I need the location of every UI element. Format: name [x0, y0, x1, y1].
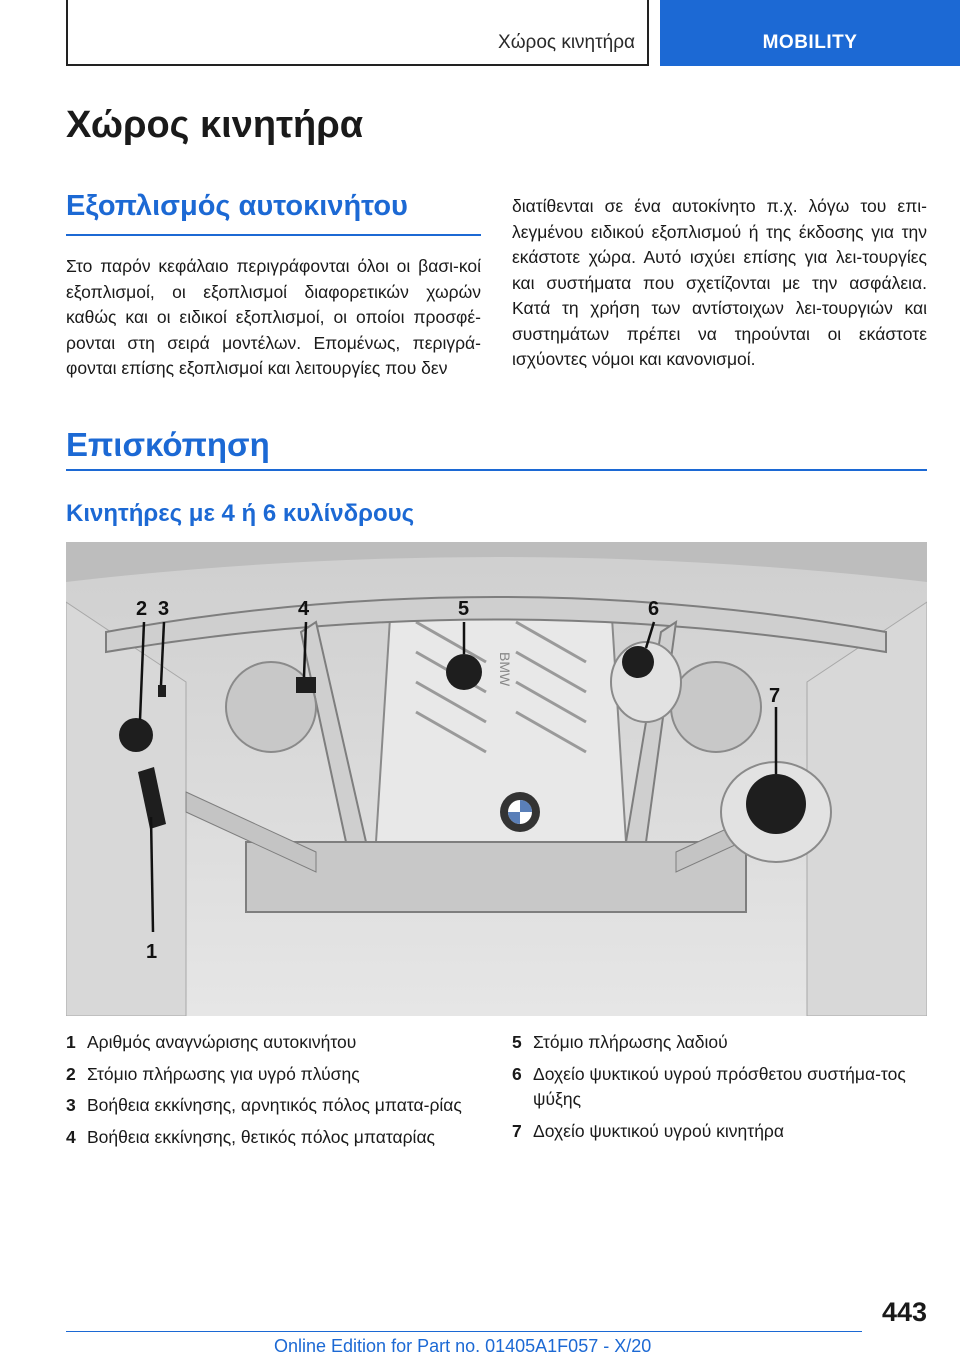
callout-7: 7 — [769, 685, 781, 707]
page-title: Χώρος κινητήρα — [66, 104, 364, 146]
page-number: 443 — [881, 1297, 927, 1327]
legend-item — [66, 1093, 481, 1119]
callout-4: 4 — [298, 598, 310, 620]
chapter-tab-label: MOBILITY — [762, 32, 858, 53]
legend-text: Στόμιο πλήρωσης λαδιού — [533, 1032, 728, 1052]
header-section-title: Χώρος κινητήρα — [498, 32, 635, 53]
legend-number: 2 — [66, 1063, 76, 1084]
footer-edition-text: Online Edition for Part no. 01405A1F057 - X/20 — [274, 1336, 652, 1356]
washer-fluid-cap — [119, 718, 153, 752]
callout-6: 6 — [648, 598, 660, 620]
legend-text: Βοήθεια εκκίνησης, αρνητικός πόλος μπατα-ρίας — [87, 1095, 462, 1115]
legend-text: Αριθμός αναγνώρισης αυτοκινήτου — [87, 1032, 357, 1052]
aux-coolant-cap — [622, 646, 654, 678]
positive-terminal — [296, 677, 316, 693]
legend-number: 5 — [512, 1032, 522, 1052]
legend-text: Βοήθεια εκκίνησης, θετικός πόλος μπαταρίας — [87, 1126, 435, 1147]
page-header — [0, 0, 960, 66]
chapter-tab[interactable] — [660, 0, 960, 66]
intro-paragraph-left: Στο παρόν κεφάλαιο περιγράφονται όλοι οι βασι-κοί εξοπλισμοί, οι εξοπλισμοί διαφορετικών χωρών καθώς και οι ειδικοί εξοπλισμοί, οι οποίοι προσφέ-ρονται στη σειρά μοντέλων. Επομένως, περιγρά-φονται επίσης εξοπλισμοί και λειτουργίες που δεν — [66, 256, 481, 378]
overview-heading: Επισκόπηση — [66, 426, 270, 463]
legend-number: 6 — [512, 1063, 522, 1084]
legend-text: Δοχείο ψυκτικού υγρού κινητήρα — [533, 1120, 784, 1141]
legend-number: 3 — [66, 1095, 76, 1115]
engine-coolant-cap — [746, 774, 806, 834]
header-section-box — [66, 0, 649, 66]
legend-item — [512, 1062, 927, 1113]
equipment-heading-rule — [66, 234, 481, 236]
legend-item — [66, 1062, 481, 1088]
legend-text: Δοχείο ψυκτικού υγρού πρόσθετου συστήμα-τος ψύξης — [533, 1063, 906, 1109]
negative-terminal — [158, 685, 166, 697]
engine-bay-image — [66, 542, 927, 1016]
oil-filler-cap — [446, 654, 482, 690]
equipment-heading: Εξοπλισμός αυτοκινήτου — [66, 190, 408, 222]
legend-right — [512, 1030, 927, 1150]
callout-5: 5 — [458, 598, 470, 620]
callout-1: 1 — [146, 941, 158, 963]
engine-cover-brand: BMW — [497, 652, 513, 687]
legend-item — [512, 1119, 927, 1145]
legend-number: 7 — [512, 1120, 522, 1141]
engine-subheading: Κινητήρες με 4 ή 6 κυλίνδρους — [66, 500, 415, 527]
engine-bay-illustration — [66, 542, 927, 1016]
legend-number: 4 — [66, 1126, 76, 1147]
callout-3: 3 — [158, 598, 170, 620]
legend-item — [512, 1030, 927, 1056]
overview-heading-rule — [66, 469, 927, 471]
legend-number: 1 — [66, 1032, 76, 1052]
intro-paragraph-right: διατίθενται σε ένα αυτοκίνητο π.χ. λόγω του επι-λεγμένου ειδικού εξοπλισμού ή της έκδοσης για την εκάστοτε χώρα. Αυτό ισχύει επίσης για λει-τουργίες και συστήματα που σχετίζονται με την ασφάλεια. Κατά τη χρήση των αντίστοιχων λει-τουργιών και συστημάτων πρέπει να τηρούνται οι εκάστοτε ισχύοντες νόμοι και κανονισμοί. — [512, 196, 927, 369]
callout-2: 2 — [136, 598, 148, 620]
legend-item — [66, 1030, 481, 1056]
legend-text: Στόμιο πλήρωσης για υγρό πλύσης — [87, 1063, 360, 1084]
legend-left — [66, 1030, 481, 1156]
footer-rule — [66, 1331, 862, 1332]
legend-item — [66, 1125, 481, 1151]
